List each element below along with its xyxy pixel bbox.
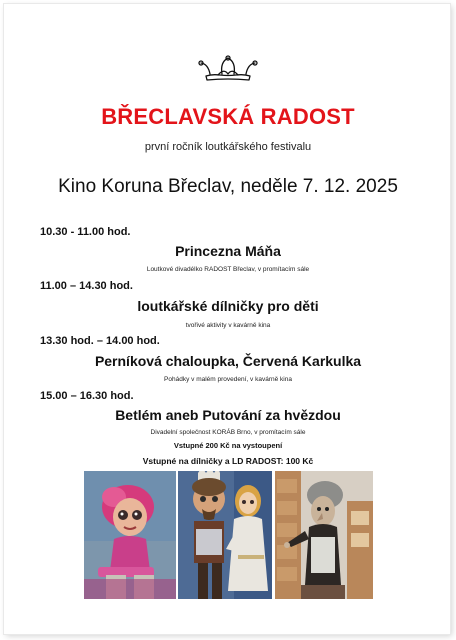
- photo-puppet-witch-house: [275, 471, 373, 599]
- program-time: 13.30 hod. – 14.00 hod.: [40, 335, 160, 347]
- poster-subtitle: první ročník loutkářského festivalu: [144, 141, 312, 153]
- program-title: Princezna Máňa: [175, 243, 281, 259]
- program-note: Divadelní společnost KORÁB Brno, v promítacím sále: [150, 429, 306, 436]
- jester-hat-icon: [198, 54, 258, 82]
- photo-puppet-pink-hair: [84, 471, 176, 599]
- workshop-fee: Vstupné na dílničky a LD RADOST: 100 Kč: [142, 456, 314, 466]
- program-note: Loutkové divadélko RADOST Břeclav, v promítacím sále: [146, 266, 310, 273]
- program-title: Perníková chaloupka, Červená Karkulka: [94, 353, 362, 369]
- program-note: tvořivé aktivity v kavárně kina: [185, 322, 271, 329]
- program-time: 11.00 – 14.30 hod.: [40, 280, 133, 292]
- poster-title: BŘECLAVSKÁ RADOST: [101, 104, 355, 129]
- program-title: Betlém aneb Putování za hvězdou: [115, 407, 341, 423]
- program-note: Pohádky v malém provedení, v kavárně kina: [164, 376, 292, 383]
- venue-date: Kino Koruna Břeclav, neděle 7. 12. 2025: [58, 176, 398, 197]
- program-time: 15.00 – 16.30 hod.: [40, 390, 134, 402]
- photo-puppets-king-angel: [178, 471, 272, 599]
- entry-fee: Vstupné 200 Kč na vystoupení: [173, 441, 283, 450]
- program-time: 10.30 - 11.00 hod.: [40, 226, 131, 238]
- program-title: loutkářské dílničky pro děti: [137, 298, 319, 314]
